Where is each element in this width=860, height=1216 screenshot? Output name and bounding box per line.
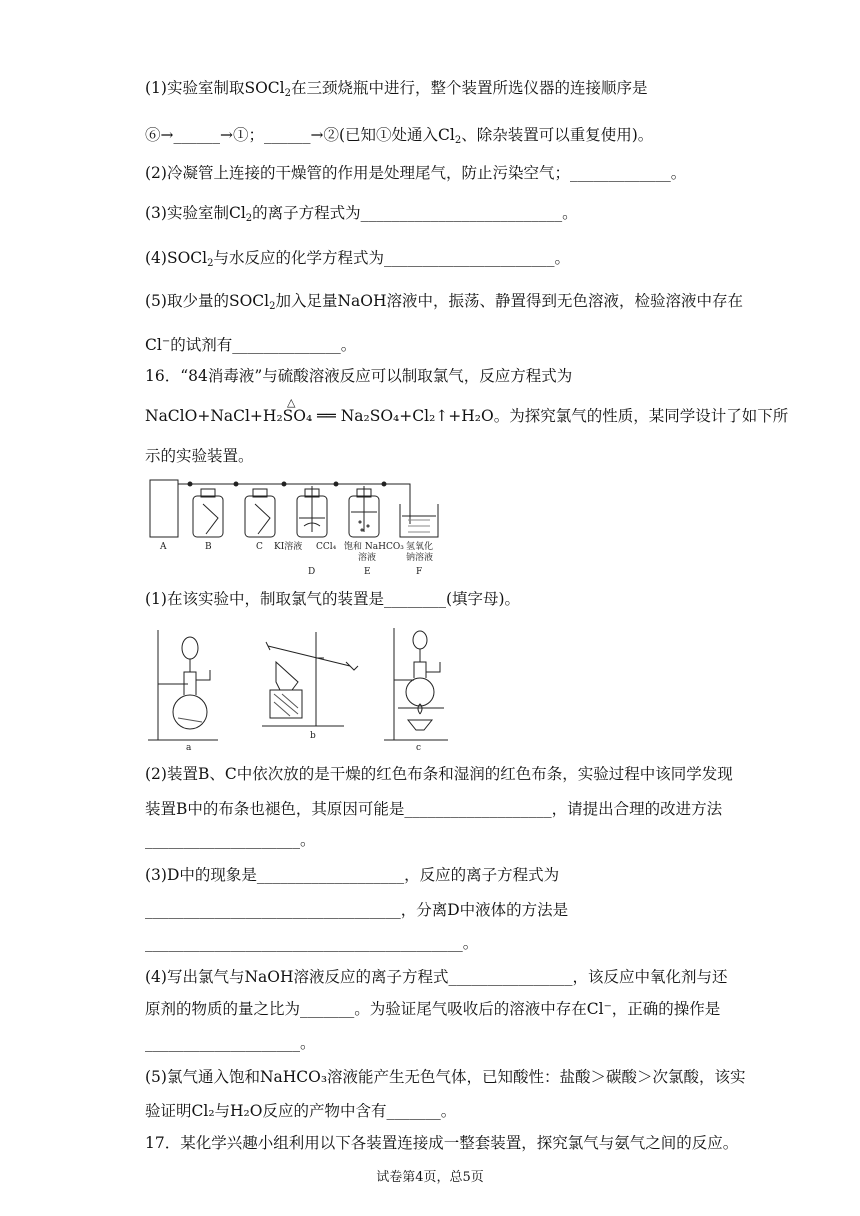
label-d: D [308,567,316,577]
q16-3-line2: _________________________________，分离D中液体的方法是 [145,901,569,919]
reagent-f1: 氢氧化 [406,542,434,552]
reagent-ccl4: CCl₄ [316,542,337,552]
reagent-ki: KI溶液 [274,542,303,552]
q16-5-line1: (5)氯气通入饱和NaHCO₃溶液能产生无色气体，已知酸性：盐酸＞碳酸＞次氯酸，该实 [145,1068,746,1086]
label-a: A [160,542,167,552]
label-e: E [364,567,371,577]
reagent-e2: 溶液 [358,553,377,563]
q15-4: (4)SOCl$_2$与水反应的化学方程式为______________________。 [145,249,570,269]
q16-intro-end: 示的实验装置。 [145,447,254,465]
q15-3: (3)实验室制$Cl_2$的离子方程式为__________________________。 [145,204,578,224]
q16-equation: NaClO+NaCl+H₂SO₄ ══ Na₂SO₄+Cl₂↑+H₂O。为探究氯气的性质，某同学设计了如下所 [145,407,789,425]
beaker-f [400,504,438,537]
setup-c [384,628,448,740]
apparatus-figure-1 [148,474,453,582]
label-fig2-b: b [310,731,316,741]
bottle-c [245,489,275,537]
equation-heat-mark: △ [287,396,296,409]
label-c: C [256,542,263,552]
label-fig2-c: c [416,743,422,752]
generator-box-a [150,480,178,537]
q15-2: (2)冷凝管上连接的干燥管的作用是处理尾气，防止污染空气；_____________。 [145,164,687,182]
setup-b [262,632,358,726]
q16-4-line1: (4)写出氯气与NaOH溶液反应的离子方程式________________，该反应中氧化剂与还 [145,968,728,986]
q16-3-line1: (3)D中的现象是___________________，反应的离子方程式为 [145,866,560,884]
q15-5-line1: (5)取少量的SOCl$_2$加入足量NaOH溶液中，振荡、静置得到无色溶液，检验溶液中存在 [145,292,744,312]
reagent-f2: 钠溶液 [406,553,434,563]
q15-5-line2: Cl−的试剂有______________。 [145,336,357,354]
label-fig2-a: a [186,743,192,752]
label-b: B [205,542,212,552]
setup-a [148,630,218,740]
bottle-d [297,486,327,537]
bottle-e [349,486,379,537]
q16-2-line3: ____________________。 [145,831,316,849]
q16-intro: 16．“84消毒液”与硫酸溶液反应可以制取氯气，反应方程式为 [145,367,573,385]
label-f: F [416,567,423,577]
bottle-b [193,489,223,537]
q16-1: (1)在该实验中，制取氯气的装置是________(填字母)。 [145,590,521,608]
q16-5-line2: 验证明Cl₂与H₂O反应的产物中含有_______。 [145,1102,457,1120]
reagent-e1: 饱和 NaHCO₃ [344,542,404,552]
q16-2-line1: (2)装置B、C中依次放的是干燥的红色布条和湿润的红色布条，实验过程中该同学发现 [145,765,733,783]
q16-2-line2: 装置B中的布条也褪色，其原因可能是___________________，请提出合理的改进方法 [145,800,723,818]
q16-3-line3: _________________________________________。 [145,934,479,952]
q15-1-line2: ⑥→______→①；______→②(已知①处通入$Cl_2$、除杂装置可以重复使用)。 [145,126,654,146]
q16-4-line3: ____________________。 [145,1034,316,1052]
q15-1-line1: (1)实验室制取SOCl$_2$在三颈烧瓶中进行，整个装置所选仪器的连接顺序是 [145,79,648,99]
page-footer: 试卷第4页，总5页 [376,1170,484,1185]
q17-intro: 17．某化学兴趣小组利用以下各装置连接成一整套装置，探究氯气与氨气之间的反应。 [145,1134,739,1152]
q16-4-line2: 原剂的物质的量之比为_______。为验证尾气吸收后的溶液中存在Cl⁻，正确的操作是 [145,1000,721,1018]
apparatus-figure-2 [148,622,453,752]
